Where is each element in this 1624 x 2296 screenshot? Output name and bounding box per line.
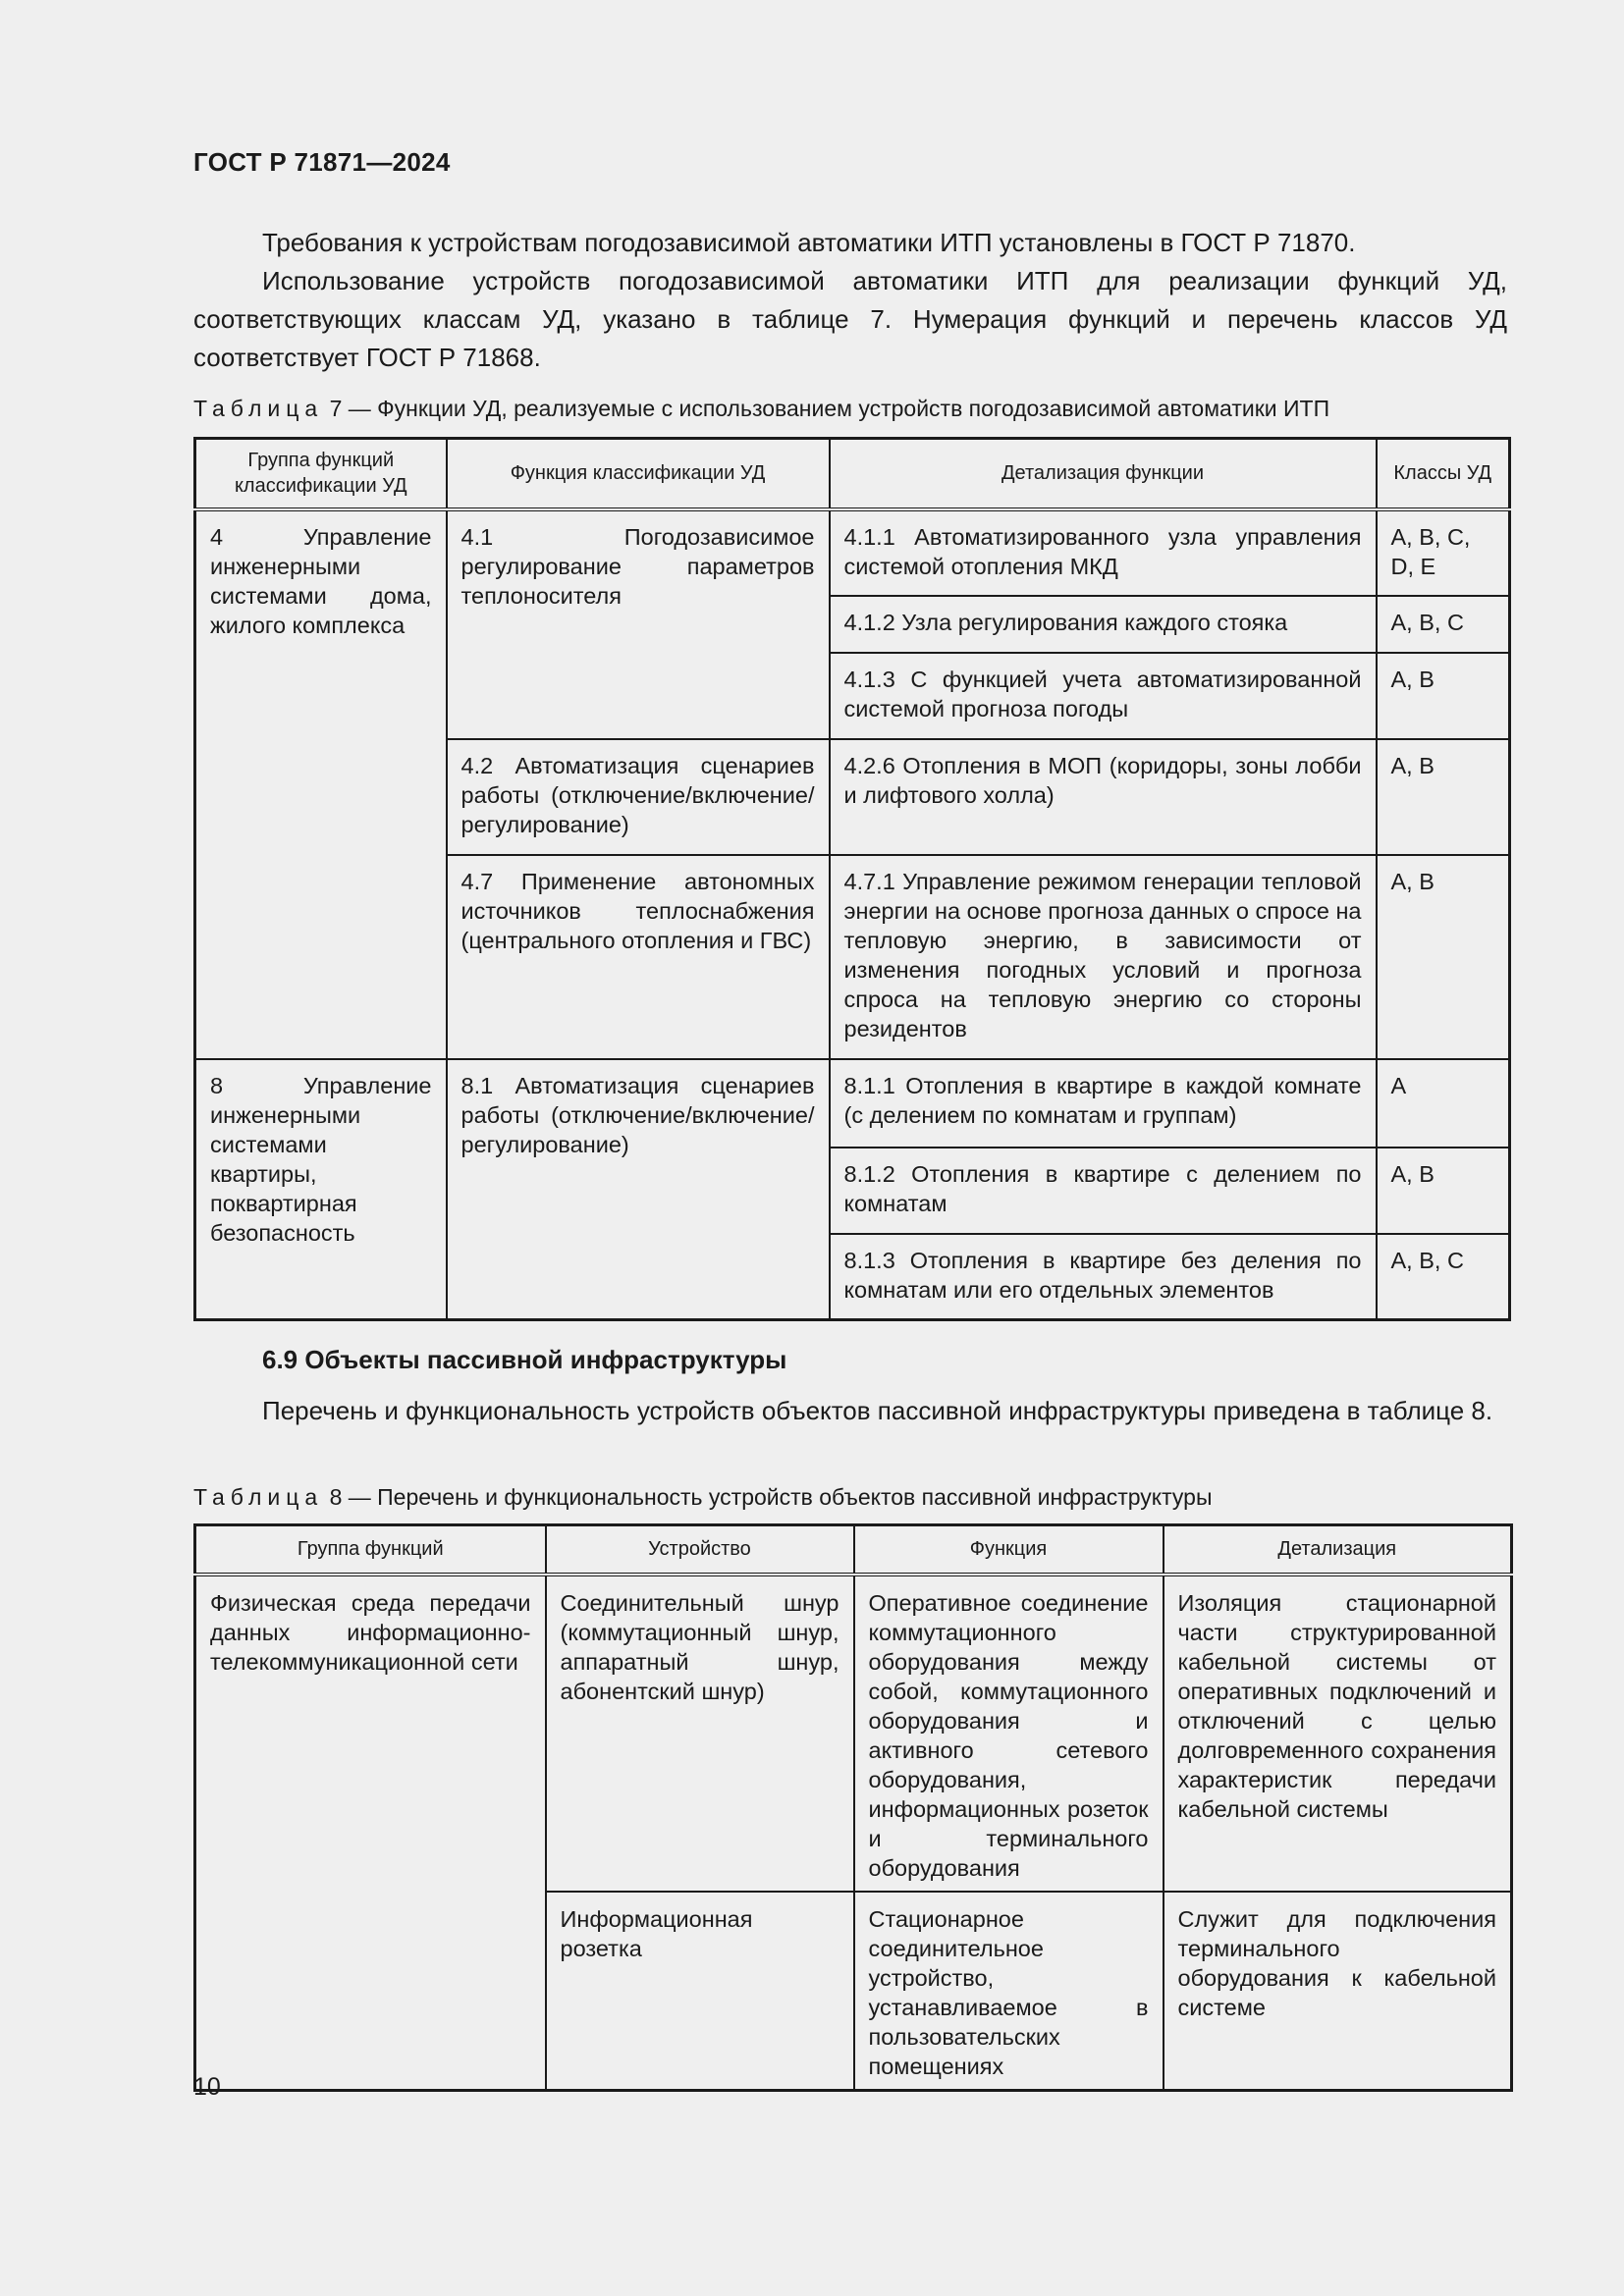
- table7-cell-detail-8-1-1: 8.1.1 Отопления в квартире в каждой комнате (с делением по комнатам и группам): [830, 1059, 1377, 1148]
- table8-header-detail: Детализация: [1164, 1525, 1512, 1575]
- table7-cell-classes-8-1-1: A: [1377, 1059, 1510, 1148]
- table8-caption-word: Таблица: [193, 1484, 324, 1510]
- table7-cell-detail-4-2-6: 4.2.6 Отопления в МОП (коридоры, зоны лобби и лифтового холла): [830, 739, 1377, 855]
- table7-cell-detail-4-1-1: 4.1.1 Автоматизированного узла управления системой отопления МКД: [830, 509, 1377, 596]
- table7-cell-group-4: 4 Управление инженерными системами дома, жилого комплекса: [195, 509, 447, 1059]
- table7-cell-function-4-1: 4.1 Погодозависимое регулирование параметров теплоносителя: [447, 509, 830, 739]
- table7-cell-classes-4-1-1: A, B, C, D, E: [1377, 509, 1510, 596]
- table7-cell-function-4-2: 4.2 Автоматизация сценариев работы (отключение/включение/регулирование): [447, 739, 830, 855]
- paragraph-1-text: Требования к устройствам погодозависимой автоматики ИТП установлены в ГОСТ Р 71870.: [262, 228, 1356, 257]
- table7-caption-word: Таблица: [193, 396, 324, 421]
- table7-cell-detail-8-1-2: 8.1.2 Отопления в квартире с делением по комнатам: [830, 1148, 1377, 1234]
- section-heading: 6.9 Объекты пассивной инфраструктуры: [262, 1345, 787, 1374]
- table8-header-function: Функция: [854, 1525, 1164, 1575]
- table7-cell-detail-4-1-2: 4.1.2 Узла регулирования каждого стояка: [830, 596, 1377, 653]
- table-7: [193, 437, 1511, 1321]
- table7-cell-classes-4-1-3: A, B: [1377, 653, 1510, 739]
- table8-caption-text: 8 — Перечень и функциональность устройств объектов пассивной инфраструктуры: [329, 1484, 1213, 1510]
- table7-header-detail: Детализация функции: [830, 439, 1377, 509]
- table8-cell-function-2: Стационарное соединительное устройство, устанавливаемое в пользовательских помещениях: [854, 1892, 1164, 2091]
- paragraph-2: [193, 262, 1507, 377]
- table7-header-group: Группа функций классификации УД: [195, 439, 447, 509]
- table7-cell-detail-4-1-3: 4.1.3 С функцией учета автоматизированной системой прогноза погоды: [830, 653, 1377, 739]
- table8-cell-function-1: Оперативное соединение коммутационного оборудования между собой, коммутационного оборудования и активного сетевого оборудования, информационных розеток и терминального оборудования: [854, 1575, 1164, 1892]
- table7-cell-detail-4-7-1: 4.7.1 Управление режимом генерации тепловой энергии на основе прогноза данных о спросе на тепловую энергию, в зависимости от изменения погодных условий и прогноза спроса на тепловую энергию со стороны резидентов: [830, 855, 1377, 1059]
- table7-cell-classes-4-7-1: A, B: [1377, 855, 1510, 1059]
- table7-cell-group-8: 8 Управление инженерными системами квартиры, поквартирная безопасность: [195, 1059, 447, 1320]
- table8-caption: [193, 1484, 1212, 1511]
- table7-caption: [193, 396, 1329, 422]
- table7-header-classes: Классы УД: [1377, 439, 1510, 509]
- table7-cell-classes-8-1-2: A, B: [1377, 1148, 1510, 1234]
- table8-cell-detail-2: Служит для подключения терминального оборудования к кабельной системе: [1164, 1892, 1512, 2091]
- table7-cell-classes-8-1-3: A, B, C: [1377, 1234, 1510, 1320]
- paragraph-1: [193, 224, 1507, 262]
- table8-header-device: Устройство: [546, 1525, 854, 1575]
- table7-cell-function-8-1: 8.1 Автоматизация сценариев работы (отключение/включение/регулирование): [447, 1059, 830, 1320]
- document-header: ГОСТ Р 71871—2024: [193, 147, 451, 177]
- table8-cell-detail-1: Изоляция стационарной части структурированной кабельной системы от оперативных подключений и отключений с целью долговременного сохранения характеристик передачи кабельной системы: [1164, 1575, 1512, 1892]
- table8-header-group: Группа функций: [195, 1525, 546, 1575]
- table7-header-function: Функция классификации УД: [447, 439, 830, 509]
- table7-cell-classes-4-1-2: A, B, C: [1377, 596, 1510, 653]
- table-8: [193, 1523, 1513, 2092]
- table7-caption-text: 7 — Функции УД, реализуемые с использованием устройств погодозависимой автоматики ИТП: [329, 396, 1330, 421]
- table7-cell-classes-4-2-6: A, B: [1377, 739, 1510, 855]
- paragraph-3-text: Перечень и функциональность устройств объектов пассивной инфраструктуры приведена в таблице 8.: [262, 1396, 1493, 1425]
- table8-cell-group: Физическая среда передачи данных информационно-телекоммуникационной сети: [195, 1575, 546, 2091]
- table7-cell-detail-8-1-3: 8.1.3 Отопления в квартире без деления по комнатам или его отдельных элементов: [830, 1234, 1377, 1320]
- paragraph-2-text: Использование устройств погодозависимой автоматики ИТП для реализации функций УД, соответствующих классам УД, указано в таблице 7. Нумерация функций и перечень классов УД соответствует ГОСТ Р 71868.: [193, 266, 1507, 372]
- table8-cell-device-1: Соединительный шнур (коммутационный шнур, аппаратный шнур, абонентский шнур): [546, 1575, 854, 1892]
- page-number: 10: [193, 2073, 221, 2101]
- table7-cell-function-4-7: 4.7 Применение автономных источников теплоснабжения (центрального отопления и ГВС): [447, 855, 830, 1059]
- paragraph-3: [193, 1392, 1507, 1430]
- table8-cell-device-2: Информационная розетка: [546, 1892, 854, 2091]
